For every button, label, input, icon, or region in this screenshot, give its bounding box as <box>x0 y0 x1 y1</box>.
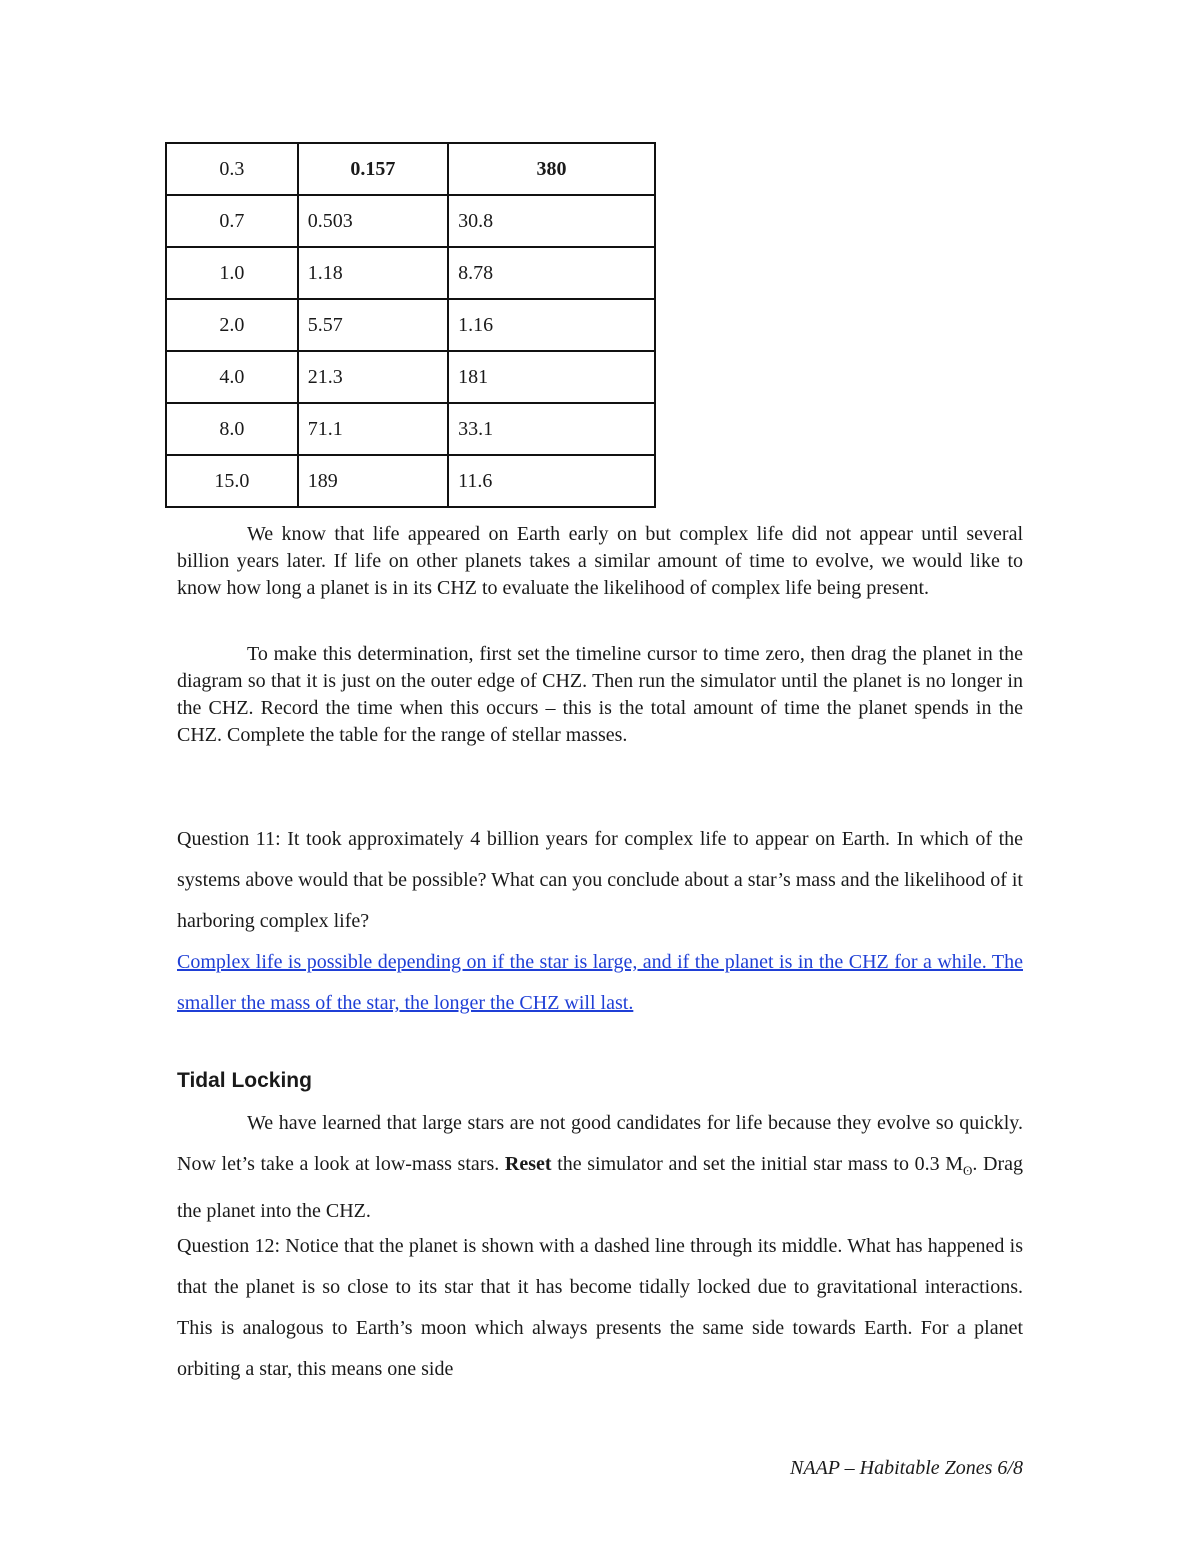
table-cell: 0.3 <box>166 143 298 195</box>
table-row <box>166 247 655 299</box>
table-cell: 189 <box>298 455 448 507</box>
table-cell: 0.503 <box>298 195 448 247</box>
table-cell: 8.0 <box>166 403 298 455</box>
page-footer: NAAP – Habitable Zones 6/8 <box>790 1457 1023 1479</box>
answer-11-text: Complex life is possible depending on if the star is large, and if the planet is in the CHZ for a while. The smaller the mass of the star, the longer the CHZ will last. <box>177 951 1023 1014</box>
table-cell: 8.78 <box>448 247 655 299</box>
table-cell: 1.0 <box>166 247 298 299</box>
table-cell: 380 <box>448 143 655 195</box>
table-row <box>166 143 655 195</box>
tidal-text-a: We have learned that large stars are not good candidates for life because they evolve so quickly. Now let’s take a look at low-mass stars. <box>177 1112 1023 1175</box>
table-cell: 0.7 <box>166 195 298 247</box>
table-row <box>166 351 655 403</box>
table-cell: 30.8 <box>448 195 655 247</box>
table-cell: 21.3 <box>298 351 448 403</box>
table-cell: 1.18 <box>298 247 448 299</box>
tidal-text-b: the simulator and set the initial star mass to 0.3 M <box>557 1153 964 1175</box>
table-cell: 71.1 <box>298 403 448 455</box>
table-cell: 4.0 <box>166 351 298 403</box>
table-cell: 2.0 <box>166 299 298 351</box>
question-12: Question 12: Notice that the planet is shown with a dashed line through its middle. What has happened is that the planet is so close to its star that it has become tidally locked due to gravitational interactions. This is analogous to Earth’s moon which always presents the same side towards Earth. For a planet orbiting a star, this means one side <box>177 1235 1023 1380</box>
answer-11 <box>177 942 1023 1024</box>
table-cell: 15.0 <box>166 455 298 507</box>
table-cell: 0.157 <box>298 143 448 195</box>
table-row <box>166 299 655 351</box>
table-row <box>166 403 655 455</box>
question-11: Question 11: It took approximately 4 billion years for complex life to appear on Earth. In which of the systems above would that be possible? What can you conclude about a star’s mass and the likelihood of it harboring complex life? <box>177 828 1023 932</box>
tidal-paragraph <box>177 1103 1023 1232</box>
sun-symbol: ʘ <box>963 1163 973 1178</box>
table-cell: 11.6 <box>448 455 655 507</box>
star-mass-chz-table <box>165 142 656 508</box>
reset-bold-word: Reset <box>504 1153 552 1175</box>
table-cell: 1.16 <box>448 299 655 351</box>
table-cell: 5.57 <box>298 299 448 351</box>
table-cell: 33.1 <box>448 403 655 455</box>
instructions-paragraph: To make this determination, first set the timeline cursor to time zero, then drag the planet in the diagram so that it is just on the outer edge of CHZ. Then run the simulator until the planet is no longer in the CHZ. Record the time when this occurs – this is the total amount of time the planet spends in the CHZ. Complete the table for the range of stellar masses. <box>177 643 1023 746</box>
table-row <box>166 195 655 247</box>
intro-paragraph: We know that life appeared on Earth early on but complex life did not appear until several billion years later. If life on other planets takes a similar amount of time to evolve, we would like to know how long a planet is in its CHZ to evaluate the likelihood of complex life being present. <box>177 523 1023 599</box>
section-heading: Tidal Locking <box>177 1069 312 1092</box>
table-row <box>166 455 655 507</box>
tidal-text-c: . Drag the planet into the CHZ. <box>177 1153 1024 1222</box>
table-cell: 181 <box>448 351 655 403</box>
